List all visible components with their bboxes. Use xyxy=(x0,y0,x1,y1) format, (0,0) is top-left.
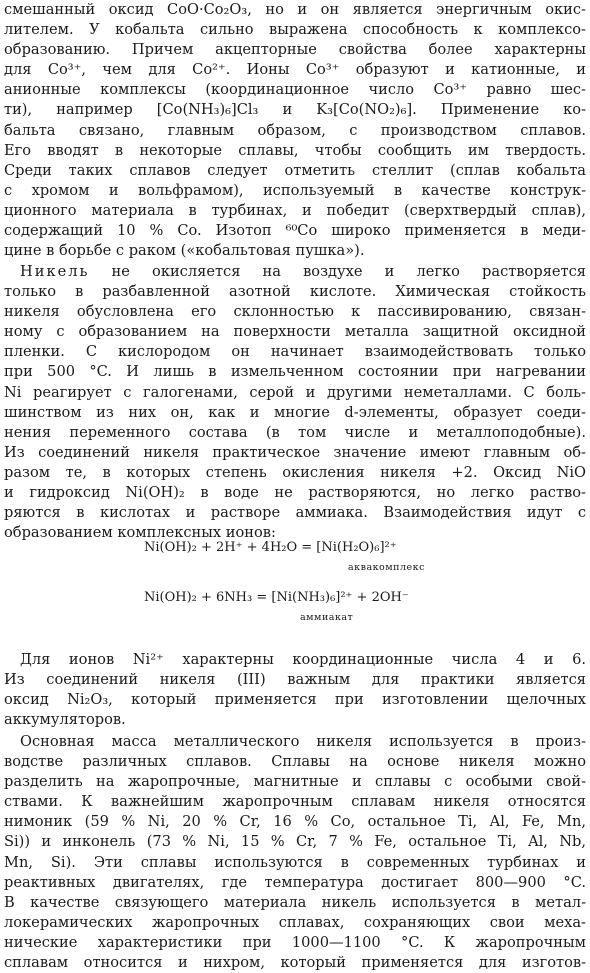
text-line: образованием комплексных ионов: xyxy=(4,524,276,542)
text-line: нические характеристики при 1000—1100 °C. К жаропрочным xyxy=(4,933,586,951)
text-line-rest: не окисляется на воздухе и легко растворяется xyxy=(89,263,586,280)
text-line: аккумуляторов. xyxy=(4,711,126,729)
text-line: цине в борьбе с раком («кобальтовая пушка»). xyxy=(4,242,365,260)
text-line: Mn, Si). Эти сплавы используются в современных турбинах и xyxy=(4,853,586,871)
text-line: бальта связано, главным образом, с производством сплавов. xyxy=(4,121,586,139)
text-line: анионные комплексы (координационное число Co³⁺ равно шес- xyxy=(4,81,586,99)
paragraph-nickel-ions xyxy=(4,650,586,730)
text-line: ционного материала в турбинах, и победит (сверхтвердый сплав), xyxy=(4,201,586,219)
text-line: сплавам относится и нихром, который применяется для изготов- xyxy=(4,954,586,972)
paragraph-cobalt xyxy=(4,0,586,261)
text-line: Среди таких сплавов следует отметить стеллит (сплав кобальта xyxy=(4,161,586,179)
text-line: В качестве связующего материала никель используется в метал- xyxy=(4,893,586,911)
paragraph-text xyxy=(4,262,586,543)
text-line: разделить на жаропрочные, магнитные и сплавы с особыми свой- xyxy=(4,773,586,791)
text-line: Из соединений никеля (III) важным для практики является xyxy=(4,671,586,689)
text-line: разом те, в которых степень окисления никеля +2. Оксид NiO xyxy=(4,463,586,481)
text-line: Основная масса металлического никеля используется в произ- xyxy=(20,733,586,750)
paragraph-nickel xyxy=(4,262,586,543)
paragraph-nickel-alloys xyxy=(4,732,586,973)
text-line: водстве различных сплавов. Сплавы на основе никеля можно xyxy=(4,753,586,771)
text-line: никеля обусловлена его склонностью к пассивированию, связан- xyxy=(4,303,586,321)
text-line: образованию. Причем акцепторные свойства более характерны xyxy=(4,41,586,59)
text-line: Его вводят в некоторые сплавы, чтобы сообщить им твердость. xyxy=(4,141,586,159)
text-line: только в разбавленной азотной кислоте. Химическая стойкость xyxy=(4,283,586,301)
text-line: с хромом и вольфрамом), используемый в качестве конструк- xyxy=(4,181,586,199)
paragraph-text xyxy=(4,650,586,730)
text-line: лителем. У кобальта сильно выражена способность к комплексо- xyxy=(4,21,586,39)
text-line: локерамических жаропрочных сплавах, сохраняющих свои меха- xyxy=(4,913,586,931)
text-line: содержащий 10 % Co. Изотоп ⁶⁰Co широко применяется в меди- xyxy=(4,222,586,240)
text-line: ствами. К важнейшим жаропрочным сплавам никеля относятся xyxy=(4,793,586,811)
equation-formula: Ni(OH)₂ + 6NH₃ = [Ni(NH₃)₆]²⁺ + 2OH⁻ xyxy=(144,590,409,605)
paragraph-text xyxy=(4,0,586,261)
lead-word: Никель xyxy=(20,263,90,280)
text-line: Si)) и инконель (73 % Ni, 15 % Cr, 7 % Fe, остальное Ti, Al, Nb, xyxy=(4,833,586,851)
text-line: смешанный оксид CoO·Co₂O₃, но и он является энергичным окис- xyxy=(4,1,586,18)
equation-caption: аммиакат xyxy=(300,612,354,623)
equation-formula: Ni(OH)₂ + 2H⁺ + 4H₂O = [Ni(H₂O)₆]²⁺ xyxy=(144,540,397,555)
text-line: для Co³⁺, чем для Co²⁺. Ионы Co³⁺ образуют и катионные, и xyxy=(4,61,586,79)
text-line xyxy=(4,262,586,282)
text-line: шинством из них он, как и многие d-элементы, образует соеди- xyxy=(4,403,586,421)
text-line: оксид Ni₂O₃, который применяется при изготовлении щелочных xyxy=(4,691,586,709)
text-line: Из соединений никеля практическое значение имеют главным об- xyxy=(4,443,586,461)
text-line: нимоник (59 % Ni, 20 % Cr, 16 % Co, остальное Ti, Al, Fe, Mn, xyxy=(4,813,586,831)
text-line: ному с образованием на поверхности металла защитной оксидной xyxy=(4,323,586,341)
text-line: Для ионов Ni²⁺ характерны координационные числа 4 и 6. xyxy=(20,651,586,668)
text-line: реактивных двигателях, где температура достигает 800—900 °C. xyxy=(4,873,586,891)
text-line: при 500 °C. И лишь в измельченном состоянии при нагревании xyxy=(4,363,586,381)
equation-caption: аквакомплекс xyxy=(348,562,425,573)
text-line: ти), например [Co(NH₃)₆]Cl₃ и K₃[Co(NO₂)₆]. Применение ко- xyxy=(4,101,586,119)
text-line: ряются в кислотах и растворе аммиака. Взаимодействия идут с xyxy=(4,504,586,522)
paragraph-text xyxy=(4,732,586,973)
text-line: пленки. С кислородом он начинает взаимодействовать только xyxy=(4,343,586,361)
text-line: нения переменного состава (в том числе и металлоподобные). xyxy=(4,423,586,441)
text-line: и гидроксид Ni(OH)₂ в воде не растворяются, но легко раство- xyxy=(4,484,586,502)
text-line: Ni реагирует с галогенами, серой и другими неметаллами. С боль- xyxy=(4,383,586,401)
